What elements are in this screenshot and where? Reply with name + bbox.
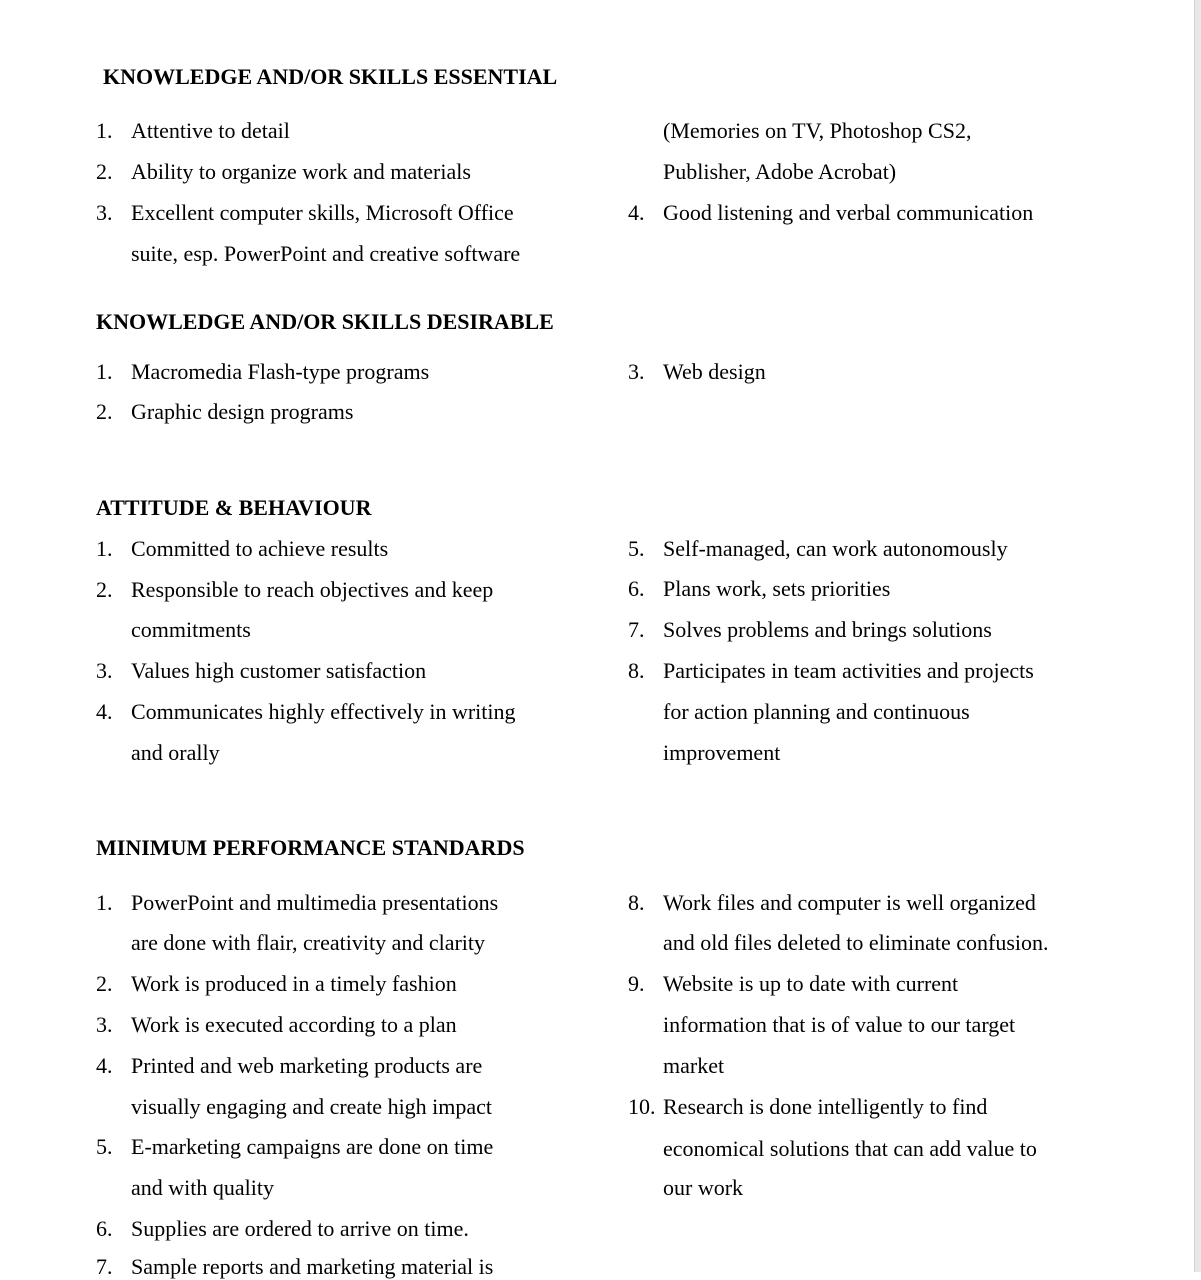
section-heading-skills-essential: KNOWLEDGE AND/OR SKILLS ESSENTIAL	[103, 64, 558, 89]
list-item-text-continued: economical solutions that can add value to	[663, 1136, 1037, 1161]
list-item-number: 8.	[628, 658, 645, 683]
list-item-text: Self-managed, can work autonomously	[663, 536, 1008, 561]
list-item-text-continued: and with quality	[131, 1175, 274, 1200]
list-item-text-continued: for action planning and continuous	[663, 699, 970, 724]
list-item-text: Supplies are ordered to arrive on time.	[131, 1216, 469, 1241]
list-item-number: 1.	[96, 359, 113, 384]
list-item-text-continued: visually engaging and create high impact	[131, 1094, 493, 1119]
list-item-text: Good listening and verbal communication	[663, 200, 1034, 225]
list-item-text: Printed and web marketing products are	[131, 1053, 483, 1078]
list-item-text-continued: and orally	[131, 740, 220, 765]
list-item-number: 4.	[628, 200, 645, 225]
list-item-text: Values high customer satisfaction	[131, 658, 427, 683]
list-item-text-continued: (Memories on TV, Photoshop CS2,	[663, 118, 972, 143]
list-item-number: 3.	[96, 658, 113, 683]
list-item-text: Communicates highly effectively in writing	[131, 699, 516, 724]
section-heading-skills-desirable: KNOWLEDGE AND/OR SKILLS DESIRABLE	[96, 309, 554, 334]
list-item-text-continued: improvement	[663, 740, 781, 765]
list-item-number: 8.	[628, 890, 645, 915]
list-item-number: 9.	[628, 971, 645, 996]
list-item-text: Work is produced in a timely fashion	[131, 971, 457, 996]
list-item-text-continued: are done with flair, creativity and clarity	[131, 930, 486, 955]
list-item-text: PowerPoint and multimedia presentations	[131, 890, 499, 915]
list-item-text: Plans work, sets priorities	[663, 576, 891, 601]
section-heading-attitude-behaviour: ATTITUDE & BEHAVIOUR	[96, 495, 372, 520]
page-edge-scrollbar	[1194, 0, 1201, 1272]
list-item-text: Website is up to date with current	[663, 971, 959, 996]
list-item-text: Excellent computer skills, Microsoft Office	[131, 200, 514, 225]
list-item-number: 2.	[96, 159, 113, 184]
list-item-text-continued: our work	[663, 1175, 744, 1200]
list-item-number: 3.	[96, 200, 113, 225]
list-item-text: Work is executed according to a plan	[131, 1012, 457, 1037]
list-item-number: 2.	[96, 577, 113, 602]
list-item-number: 2.	[96, 399, 113, 424]
list-item-text: Solves problems and brings solutions	[663, 617, 992, 642]
list-item-number: 6.	[96, 1216, 113, 1241]
list-item-text: Responsible to reach objectives and keep	[131, 577, 494, 602]
list-item-text-continued: commitments	[131, 617, 251, 642]
list-item-number: 4.	[96, 1053, 113, 1078]
list-item-number: 5.	[628, 536, 645, 561]
section-heading-performance-standards: MINIMUM PERFORMANCE STANDARDS	[96, 835, 525, 860]
list-item-number: 5.	[96, 1134, 113, 1159]
list-item-text-continued: suite, esp. PowerPoint and creative software	[131, 241, 521, 266]
list-item-text-continued: market	[663, 1053, 725, 1078]
list-item-text: E-marketing campaigns are done on time	[131, 1134, 494, 1159]
list-item-text: Attentive to detail	[131, 118, 290, 143]
list-item-number: 2.	[96, 971, 113, 996]
list-item-text: Research is done intelligently to find	[663, 1094, 988, 1119]
list-item-text: Graphic design programs	[131, 399, 354, 424]
list-item-number: 7.	[628, 617, 645, 642]
list-item-text: Macromedia Flash-type programs	[131, 359, 430, 384]
list-item-number: 3.	[628, 359, 645, 384]
list-item-text-continued: and old files deleted to eliminate confusion.	[663, 930, 1049, 955]
list-item-number: 1.	[96, 118, 113, 143]
list-item-number: 7.	[96, 1254, 113, 1279]
list-item-text-continued: Publisher, Adobe Acrobat)	[663, 159, 897, 184]
list-item-text: Participates in team activities and projects	[663, 658, 1034, 683]
list-item-number: 3.	[96, 1012, 113, 1037]
list-item-text: Work files and computer is well organized	[663, 890, 1036, 915]
list-item-text-continued: information that is of value to our target	[663, 1012, 1016, 1037]
list-item-number: 1.	[96, 890, 113, 915]
list-item-text: Web design	[663, 359, 766, 384]
list-item-text: Ability to organize work and materials	[131, 159, 471, 184]
list-item-text: Sample reports and marketing material is	[131, 1254, 494, 1279]
list-item-text: Committed to achieve results	[131, 536, 389, 561]
list-item-number: 4.	[96, 699, 113, 724]
list-item-number: 6.	[628, 576, 645, 601]
list-item-number: 1.	[96, 536, 113, 561]
list-item-number: 10.	[628, 1094, 656, 1119]
